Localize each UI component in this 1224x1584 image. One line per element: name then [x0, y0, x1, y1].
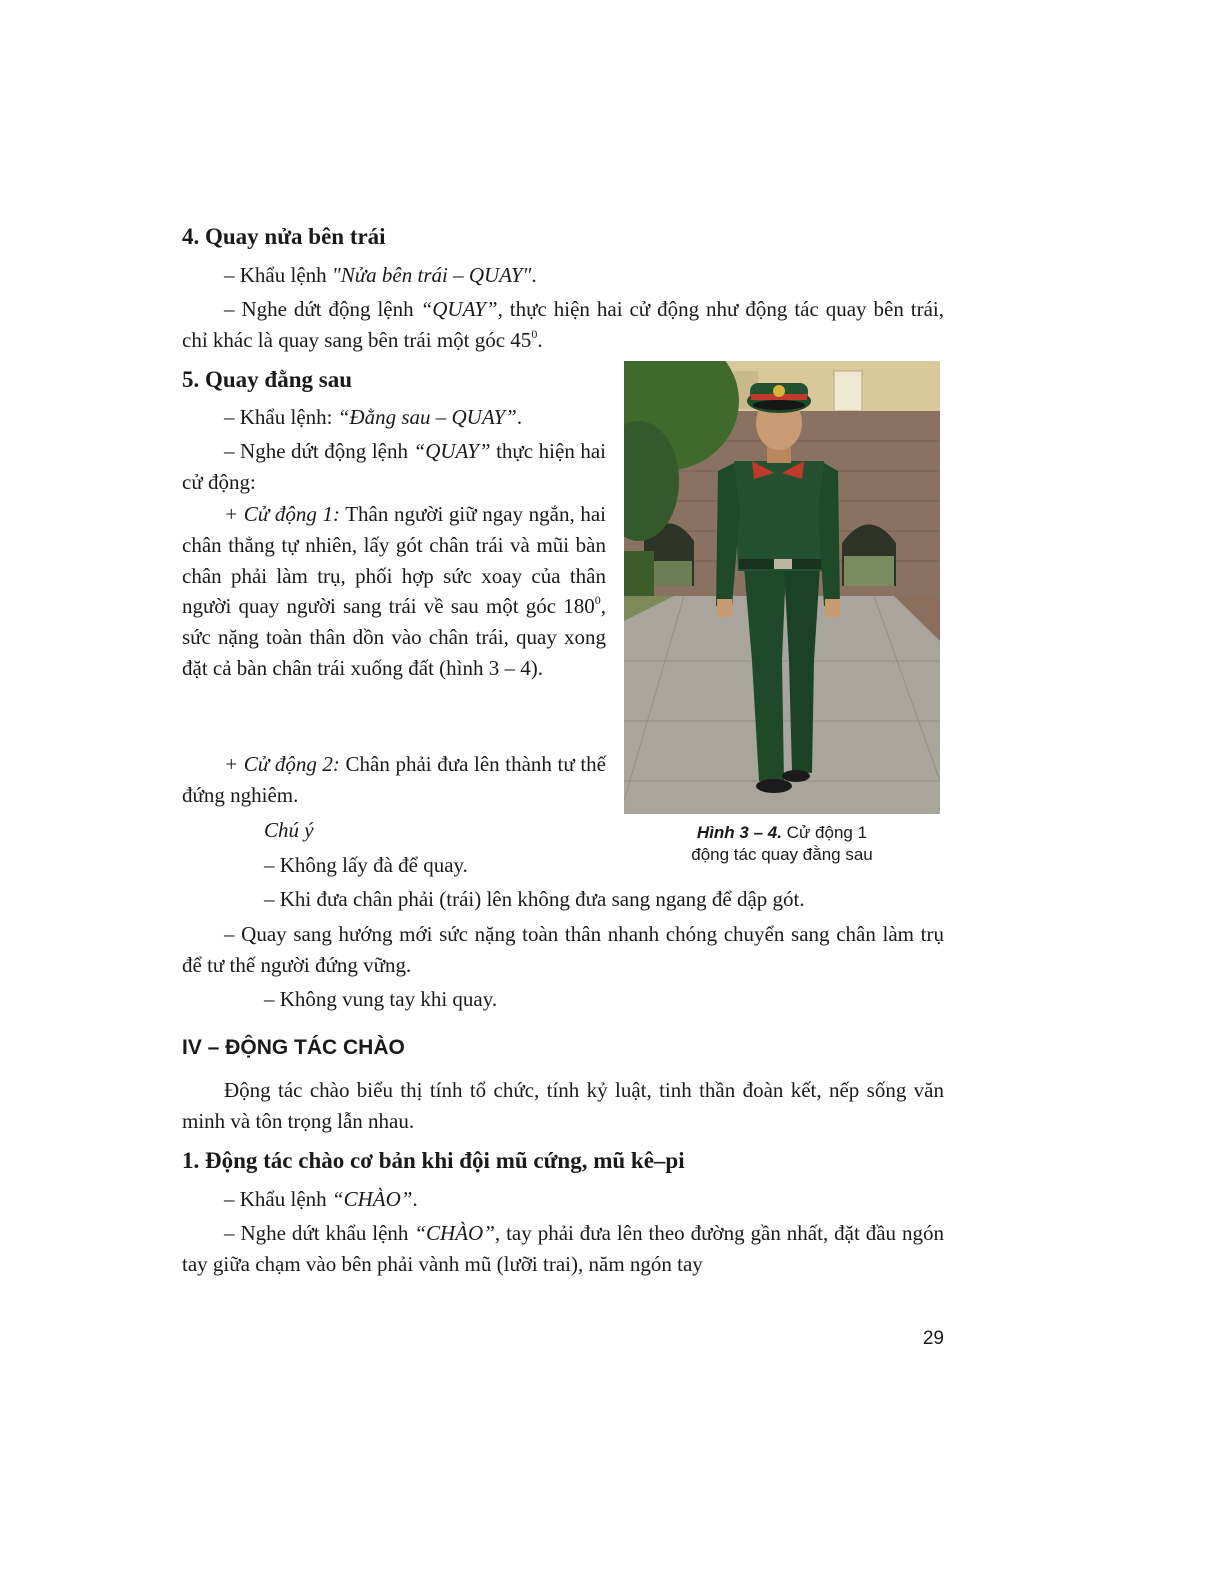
section-4-paragraph — [182, 294, 944, 356]
quoted-command: “QUAY” — [413, 439, 491, 463]
section-5-paragraph — [182, 436, 606, 498]
caption-text: Cử động 1 — [781, 823, 868, 842]
note-label — [264, 815, 314, 846]
command-prefix: – Khẩu lệnh: — [224, 405, 338, 429]
quoted-command: “QUAY” — [420, 297, 498, 321]
command-suffix: . — [516, 405, 523, 429]
caption-line-2: động tác quay đằng sau — [691, 845, 873, 864]
text-run: – Nghe dứt động lệnh — [224, 439, 414, 463]
figure-caption — [624, 822, 940, 866]
note-item: – Quay sang hướng mới sức nặng toàn thân nhanh chóng chuyển sang chân làm trụ để tư thế người đứng vững. — [182, 922, 944, 977]
degree-superscript: 0 — [594, 593, 601, 608]
text-run: , tay phải đưa lên theo đường gần nhất, đặt đầu ngón tay giữa chạm vào bên phải vành mũ (lưỡi trai), năm ngón tay — [182, 1221, 944, 1276]
text-run: Chân phải đưa lên thành tư thế đứng nghiêm. — [182, 752, 607, 807]
movement-1-paragraph — [182, 499, 606, 684]
section-4-command — [224, 260, 537, 291]
text-run: thực hiện hai cử động: — [182, 439, 606, 494]
text-run: – Nghe dứt động lệnh — [224, 297, 421, 321]
text-run: . — [537, 328, 543, 352]
caption-label: Hình 3 – 4. — [696, 823, 782, 842]
movement-label: + Cử động 2: — [224, 752, 340, 776]
subsection-1-heading: 1. Động tác chào cơ bản khi đội mũ cứng, mũ kê–pi — [182, 1148, 685, 1173]
note-label-text: Chú ý — [264, 818, 314, 842]
movement-label: + Cử động 1: — [224, 502, 340, 526]
movement-2-paragraph — [182, 749, 606, 811]
section-5-heading: 5. Quay đằng sau — [182, 367, 353, 392]
command-suffix: . — [412, 1187, 418, 1211]
command-prefix: – Khẩu lệnh — [224, 1187, 332, 1211]
text-run: , thực hiện hai cử động như động tác quay bên trái, chỉ khác là quay sang bên trái một góc 45 — [182, 297, 944, 352]
command-text: "Nửa bên trái – QUAY" — [331, 263, 532, 287]
quoted-command: “CHÀO” — [414, 1221, 495, 1245]
command-text: “Đằng sau – QUAY” — [337, 405, 517, 429]
command-suffix: . — [531, 263, 537, 287]
section-iv-heading: IV – ĐỘNG TÁC CHÀO — [182, 1036, 405, 1059]
degree-superscript: 0 — [531, 327, 538, 341]
note-item: – Không lấy đà để quay. — [264, 853, 468, 877]
command-text: “CHÀO” — [331, 1187, 413, 1211]
caption-line-1 — [624, 822, 940, 844]
page-number: 29 — [922, 1328, 944, 1349]
soldier-photo — [624, 361, 940, 814]
section-4-heading: 4. Quay nửa bên trái — [182, 224, 386, 249]
command-prefix: – Khẩu lệnh — [224, 263, 332, 287]
figure-photo — [624, 361, 940, 814]
text-run: , sức nặng toàn thân dồn vào chân trái, quay xong đặt cả bàn chân trái xuống đất (hình 3 – 4). — [182, 594, 606, 680]
subsection-1-paragraph — [182, 1218, 944, 1280]
subsection-1-command — [224, 1184, 418, 1215]
text-run: – Nghe dứt khẩu lệnh — [224, 1221, 415, 1245]
text-run: Thân người giữ ngay ngắn, hai chân thẳng tự nhiên, lấy gót chân trái và mũi bàn chân phải làm trụ, phối hợp sức xoay của thân người quay người sang trái về sau một góc 180 — [182, 502, 606, 619]
note-item: – Không vung tay khi quay. — [264, 987, 498, 1011]
section-iv-intro: Động tác chào biểu thị tính tổ chức, tính kỷ luật, tinh thần đoàn kết, nếp sống văn minh và tôn trọng lẫn nhau. — [182, 1078, 944, 1133]
section-5-command — [224, 402, 522, 433]
note-item: – Khi đưa chân phải (trái) lên không đưa sang ngang để dập gót. — [264, 887, 805, 911]
